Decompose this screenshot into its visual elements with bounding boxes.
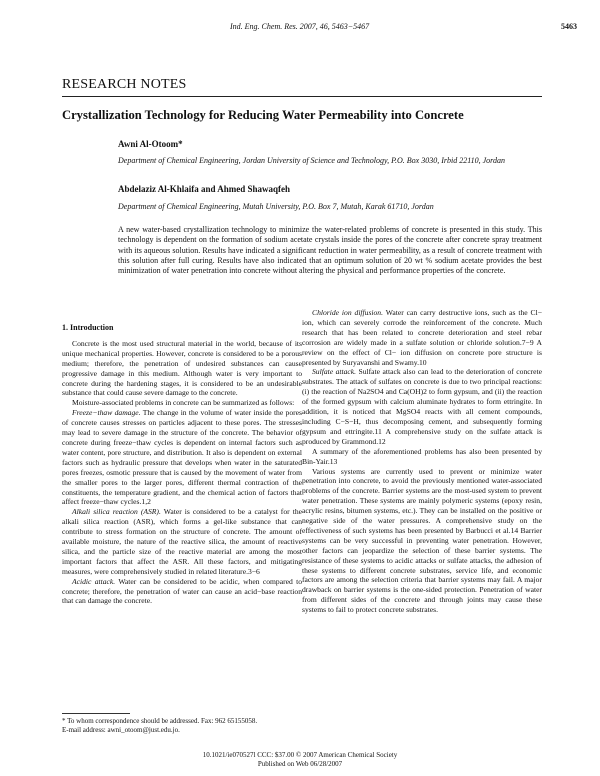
affiliation-2: Department of Chemical Engineering, Mutah University, P.O. Box 7, Mutah, Karak 61710, Jordan [118,202,434,211]
intro-heading: 1. Introduction [62,323,114,332]
footnote-rule [62,713,130,714]
run-in-heading: Freeze−thaw damage. [72,408,141,418]
section-label: RESEARCH NOTES [62,77,187,92]
doi-line: 10.1021/ie070527l CCC: $37.00 © 2007 American Chemical Society [202,751,398,759]
correspondence-footnote: * To whom correspondence should be addressed. Fax: 962 65155058. E-mail address: awni_otoom@just.edu.jo. [62,717,258,734]
article-title: Crystallization Technology for Reducing Water Permeability into Concrete [62,108,464,122]
paragraph: Acidic attack. Water can be considered to be acidic, when compared to concrete; therefore, the penetration of water can cause an acid−base reaction that can damage the concrete. [62,576,302,606]
publish-date: Published on Web 06/28/2007 [257,760,343,768]
paragraph: Concrete is the most used structural material in the world, because of its unique mechanical properties. However, concrete is considered to be a porous medium; therefore, the penetration of undesired substances can cause progressive damage in this medium. Although water is very important to concrete during the hardening stages, it is considered to be an undesirable substance that could cause severe damage to the concrete. [62,338,302,398]
paragraph: Moisture-associated problems in concrete can be summarized as follows: [72,398,295,408]
journal-citation: Ind. Eng. Chem. Res. 2007, 46, 5463−5467 [230,22,370,31]
paragraph: Alkali silica reaction (ASR). Water is considered to be a catalyst for the alkali silica reaction (ASR), which forms a gel-like substance that can contribute to stress formation on the structure of concrete. The amount of available moisture, the nature of the reactive silica, the amount of reactive silica, and the particle size of the reactive material are among the most important factors that affect the ASR. All these factors, and mitigating measures, were comprehensively studied in related literature.3−6 [62,507,302,576]
paragraph: Freeze−thaw damage. The change in the volume of water inside the pores of concrete causes stresses on particles adjacent to these pores. The stresses may lead to severe damage in the structure of the concrete. The behavior of concrete during freeze−thaw cycles is dependent on internal factors such as water content, pore structure, and distribution. It also is dependent on external factors such as hydraulic pressure that develops when water in the saturated pores freezes, osmotic pressure that is caused by the movement of water from the smaller pores to the larger pores, different thermal contraction of the constituents, the temperature gradient, and the chemical action of factors that affect freeze−thaw cycles.1,2 [62,408,302,507]
author-1: Awni Al-Otoom* [118,139,183,149]
run-in-heading: Sulfate attack. [312,367,357,377]
run-in-heading: Chloride ion diffusion. [312,308,384,317]
paragraph: Chloride ion diffusion. Water can carry destructive ions, such as the Cl− ion, which can severely corrode the reinforcement of the concrete. Much research that has been related to concrete deterioration and steel rebar corrosion are widely made in a sulfate solution or chloride solution.7−9 A review on the effect of Cl− ion diffusion on concrete pore structure is presented by Suryavanshi and Swamy.10 [302,308,543,367]
paragraph: A summary of the aforementioned problems has also been presented by Bin-Yair.13 [302,446,542,466]
right-column [302,308,542,615]
left-column [62,323,302,606]
run-in-heading: Acidic attack. [72,576,116,586]
paragraph: Various systems are currently used to prevent or minimize water penetration into concrete, to avoid the previously mentioned water-associated problems of the concrete. Barrier systems are the most-used system to prevent water penetration. These systems are mainly polymeric systems (epoxy resin, acrylic resins, bitumen systems, etc.). They can be installed on the positive or negative side of the water pressures. A comprehensive study on the effectiveness of such systems has been presented by Barbucci et al.14 Barrier systems can be very successful in preventing water penetration. However, other factors can jeopardize the selection of these barrier systems. The resistance of these systems to acidic attacks or sulfate attacks, the adhesion of these systems to different concrete substrates, service life, and economic factors are among the selection criteria that barrier systems may fail. A major drawback on barrier systems is the one-sided protection. Penetration of water from different sides of the concrete and through joints may cause these systems to fail to protect concrete substrates. [302,466,542,615]
page-footer [0,751,600,769]
affiliation-1: Department of Chemical Engineering, Jordan University of Science and Technology, P.O. Box 3030, Irbid 22110, Jordan [118,156,505,165]
author-2: Abdelaziz Al-Khlaifa and Ahmed Shawaqfeh [118,184,291,194]
section-rule [62,96,542,97]
paragraph: Sulfate attack. Sulfate attack also can lead to the deterioration of concrete substrates. The attack of sulfates on concrete is due to two principal reactions: (i) the reaction of Na2SO4 and Ca(OH)2 to form gypsum, and (ii) the reaction of the formed gypsum with calcium aluminate hydrates to form ettringite. In addition, it is noticed that MgSO4 reacts with all cement compounds, including C−S−H, thus decomposing cement, and subsequently forming gypsum and ettringite.11 A comprehensive study on the sulfate attack is produced by Grammond.12 [302,367,542,446]
abstract: A new water-based crystallization technology to minimize the water-related problems of concrete is presented in this study. This technology is dependent on the formation of sodium acetate crystals inside the pores of the concrete after concrete spray treatment with its aqueous solution. Results have indicated a significant reduction in water permeability, as a result of concrete treatment with this solution after full curing. Results have also indicated that an optimum solution of 20 wt % sodium acetate provides the best minimization of water penetration into concrete without altering the physical and performance properties of the concrete. [118,225,542,276]
run-in-heading: Alkali silica reaction (ASR). [72,507,161,517]
page-number: 5463 [561,22,577,31]
